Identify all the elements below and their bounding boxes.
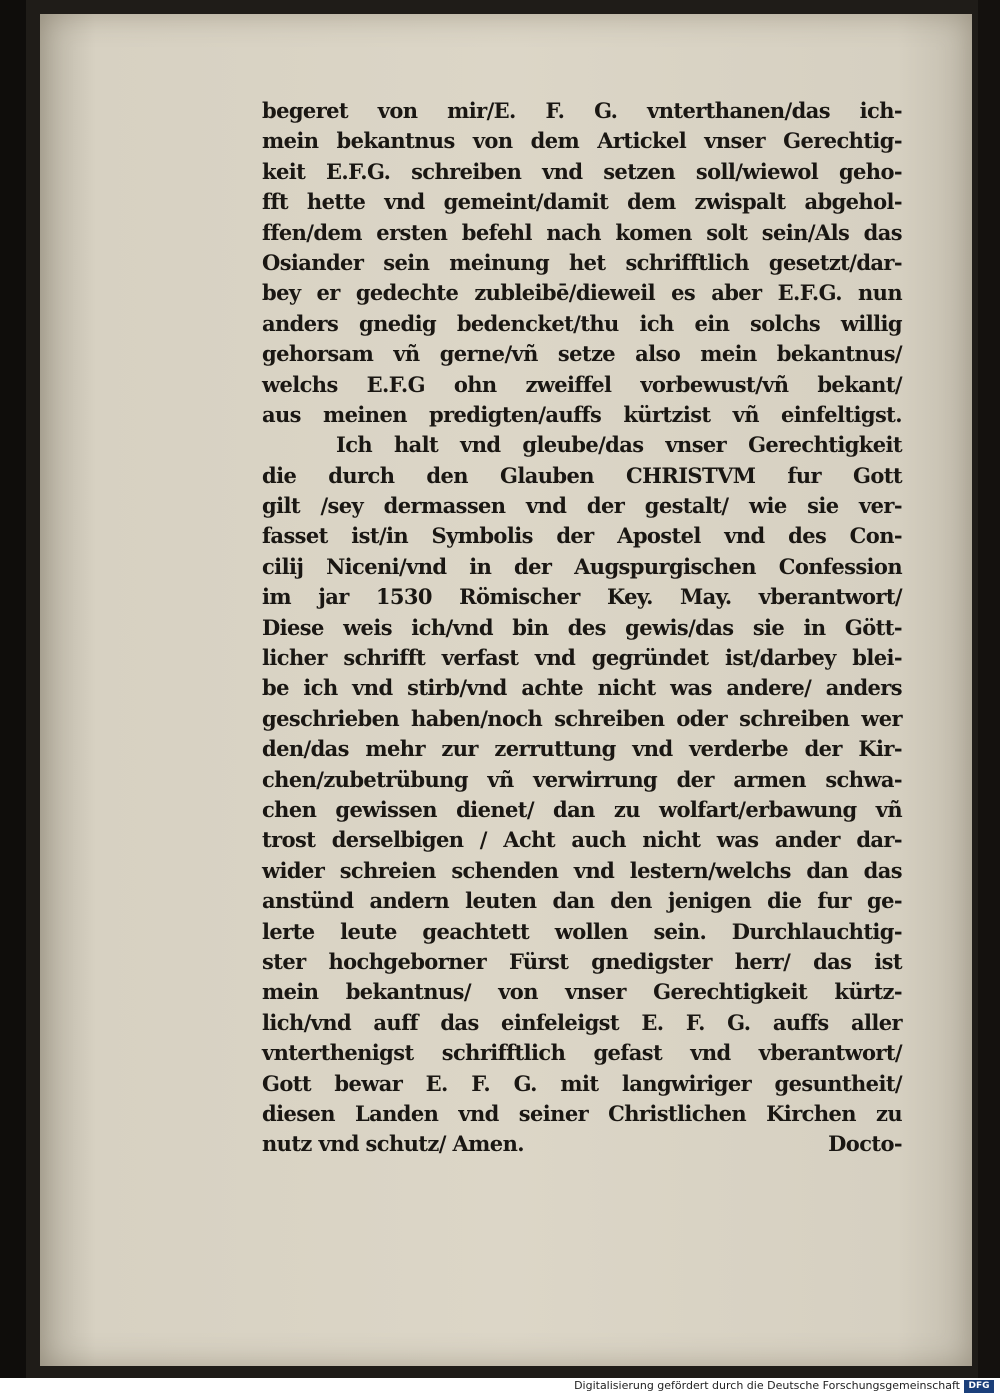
text-line: Osiander sein meinung het schrifftlich gesetzt/dar- [262, 249, 902, 275]
scan-right-edge [978, 0, 1000, 1378]
text-line: licher schrifft verfast vnd gegründet ist/darbey blei- [262, 645, 902, 671]
footer-credit: Digitalisierung gefördert durch die Deutsche Forschungsgemeinschaft [574, 1379, 960, 1392]
text-line: mein bekantnus von dem Artickel vnser Gerechtig- [262, 128, 902, 154]
text-line: gehorsam vñ gerne/vñ setze also mein bekantnus/ [262, 341, 902, 367]
text-line: fasset ist/in Symbolis der Apostel vnd des Con- [262, 523, 902, 549]
text-line: die durch den Glauben CHRISTVM fur Gott [262, 462, 902, 488]
text-line: keit E.F.G. schreiben vnd setzen soll/wiewol geho- [262, 158, 902, 184]
text-line: geschrieben haben/noch schreiben oder schreiben wer [262, 705, 902, 731]
final-line [262, 1129, 902, 1159]
text-line: den/das mehr zur zerruttung vnd verderbe der Kir- [262, 736, 902, 762]
text-line: ster hochgeborner Fürst gnedigster herr/ das ist [262, 948, 902, 974]
page-text [262, 96, 902, 1160]
text-line: trost derselbigen / Acht auch nicht was ander dar- [262, 827, 902, 853]
text-line: anstünd andern leuten dan den jenigen die fur ge- [262, 888, 902, 914]
text-line: chen/zubetrübung vñ verwirrung der armen schwa- [262, 766, 902, 792]
text-line: anders gnedig bedencket/thu ich ein solchs willig [262, 310, 902, 336]
text-line: wider schreien schenden vnd lestern/welchs dan das [262, 857, 902, 883]
text-line: diesen Landen vnd seiner Christlichen Kirchen zu [262, 1100, 902, 1126]
text-line: cilij Niceni/vnd in der Augspurgischen Confession [262, 553, 902, 579]
dfg-logo-icon: DFG [964, 1380, 994, 1393]
book-page [40, 14, 972, 1366]
catchword: Docto- [828, 1131, 902, 1157]
text-line: bey er gedechte zubleibē/dieweil es aber E.F.G. nun [262, 280, 902, 306]
text-line: fft hette vnd gemeint/damit dem zwispalt abgehol- [262, 189, 902, 215]
text-line: mein bekantnus/ von vnser Gerechtigkeit kürtz- [262, 979, 902, 1005]
text-line: gilt /sey dermassen vnd der gestalt/ wie sie ver- [262, 493, 902, 519]
text-line: welchs E.F.G ohn zweiffel vorbewust/vñ bekant/ [262, 371, 902, 397]
final-line-text: nutz vnd schutz/ Amen. [262, 1131, 524, 1157]
text-line: lich/vnd auff das einfeleigst E. F. G. auffs aller [262, 1009, 902, 1035]
paragraph-start-line: Ich halt vnd gleube/das vnser Gerechtigkeit [336, 432, 902, 458]
text-line: be ich vnd stirb/vnd achte nicht was andere/ anders [262, 675, 902, 701]
text-line: begeret von mir/E. F. G. vnterthanen/das ich- [262, 98, 902, 123]
text-line: vnterthenigst schrifftlich gefast vnd vberantwort/ [262, 1040, 902, 1066]
text-line: chen gewissen dienet/ dan zu wolfart/erbawung vñ [262, 796, 902, 822]
text-line: Gott bewar E. F. G. mit langwiriger gesuntheit/ [262, 1070, 902, 1096]
scan-left-edge [0, 0, 26, 1378]
text-line: ffen/dem ersten befehl nach komen solt sein/Als das [262, 219, 902, 245]
footer-bar [0, 1378, 1000, 1395]
text-line: im jar 1530 Römischer Key. May. vberantwort/ [262, 584, 902, 610]
text-line: aus meinen predigten/auffs kürtzist vñ einfeltigst. [262, 401, 902, 427]
text-line: Diese weis ich/vnd bin des gewis/das sie in Gött- [262, 614, 902, 640]
text-line: lerte leute geachtett wollen sein. Durchlauchtig- [262, 918, 902, 944]
